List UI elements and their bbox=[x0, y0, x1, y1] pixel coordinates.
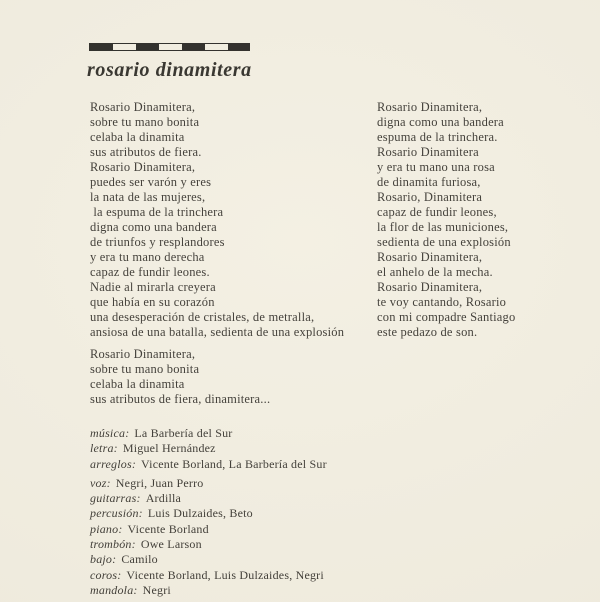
credit-role-label: bajo: bbox=[90, 552, 117, 567]
credit-line bbox=[90, 552, 327, 567]
credit-line bbox=[90, 568, 327, 583]
credit-value: Negri, Juan Perro bbox=[115, 475, 204, 490]
lyrics-left-column bbox=[90, 100, 380, 407]
credit-role-label: arreglos: bbox=[90, 456, 137, 471]
lyric-line: sobre tu mano bonita bbox=[90, 115, 200, 129]
credit-role-label: voz: bbox=[90, 475, 111, 490]
lyric-line: sus atributos de fiera, dinamitera... bbox=[90, 392, 271, 406]
lyrics-stanza bbox=[377, 100, 577, 340]
lyric-line: Rosario Dinamitera bbox=[377, 145, 479, 159]
credit-role-label: música: bbox=[90, 426, 130, 440]
lyric-line: sobre tu mano bonita bbox=[90, 362, 200, 376]
lyric-line: de dinamita furiosa, bbox=[377, 175, 481, 189]
lyric-line: una desesperación de cristales, de metralla, bbox=[90, 310, 315, 324]
credit-line bbox=[90, 583, 327, 598]
credit-role-label: coros: bbox=[90, 567, 122, 582]
credit-line bbox=[90, 522, 327, 537]
lyrics-stanza bbox=[90, 100, 380, 340]
credits-musicians bbox=[90, 476, 327, 598]
credit-role-label: letra: bbox=[90, 441, 118, 456]
credit-value: Camilo bbox=[121, 552, 158, 567]
lyric-line: celaba la dinamita bbox=[90, 130, 185, 144]
lyric-line: de triunfos y resplandores bbox=[90, 235, 225, 249]
credit-line bbox=[90, 457, 327, 472]
lyric-line: sedienta de una explosión bbox=[377, 235, 511, 249]
credit-line bbox=[90, 537, 327, 552]
credit-role-label: trombón: bbox=[90, 537, 136, 552]
lyric-line: espuma de la trinchera. bbox=[377, 130, 498, 144]
lyric-line: digna como una bandera bbox=[90, 220, 217, 234]
credits-production bbox=[90, 426, 327, 472]
lyric-line: sus atributos de fiera. bbox=[90, 145, 202, 159]
credit-value: Vicente Borland, La Barbería del Sur bbox=[141, 456, 327, 471]
credits-block bbox=[90, 426, 327, 598]
lyric-line: y era tu mano derecha bbox=[90, 250, 205, 264]
credit-value: Miguel Hernández bbox=[122, 441, 216, 456]
credit-line bbox=[90, 506, 327, 521]
credit-line bbox=[90, 441, 327, 456]
lyric-line: ansiosa de una batalla, sedienta de una explosión bbox=[90, 325, 345, 339]
lyrics-stanza bbox=[90, 347, 380, 407]
lyric-line: Nadie al mirarla creyera bbox=[90, 280, 216, 294]
lyric-line: Rosario Dinamitera, bbox=[377, 280, 483, 294]
lyric-line: te voy cantando, Rosario bbox=[377, 295, 507, 309]
credit-value: Vicente Borland bbox=[127, 521, 209, 536]
credit-role-label: percusión: bbox=[90, 506, 143, 521]
credit-line bbox=[90, 491, 327, 506]
lyric-line: y era tu mano una rosa bbox=[377, 160, 495, 174]
credit-role-label: guitarras: bbox=[90, 491, 141, 506]
lyrics-right-column bbox=[377, 100, 577, 340]
lyric-line: Rosario Dinamitera, bbox=[90, 160, 196, 174]
lyric-line: puedes ser varón y eres bbox=[90, 175, 212, 189]
lyric-line: digna como una bandera bbox=[377, 115, 504, 129]
lyric-line: celaba la dinamita bbox=[90, 377, 185, 391]
page-title: rosario dinamitera bbox=[87, 59, 252, 81]
credit-value: Vicente Borland, Luis Dulzaides, Negri bbox=[126, 567, 324, 582]
credit-value: Owe Larson bbox=[140, 537, 202, 552]
lyric-line: la espuma de la trinchera bbox=[90, 205, 224, 219]
lyric-line: Rosario Dinamitera, bbox=[377, 250, 483, 264]
dashed-rule-ornament bbox=[89, 43, 250, 51]
lyric-line: Rosario Dinamitera, bbox=[377, 100, 483, 114]
credit-role-label: mandola: bbox=[90, 582, 138, 597]
lyric-line: la flor de las municiones, bbox=[377, 220, 509, 234]
lyric-line: capaz de fundir leones. bbox=[90, 265, 210, 279]
lyric-line: con mi compadre Santiago bbox=[377, 310, 516, 324]
lyric-line: Rosario, Dinamitera bbox=[377, 190, 483, 204]
lyric-line: Rosario Dinamitera, bbox=[90, 347, 196, 361]
lyric-line: Rosario Dinamitera, bbox=[90, 100, 196, 114]
credit-line bbox=[90, 426, 327, 441]
lyric-line: la nata de las mujeres, bbox=[90, 190, 206, 204]
credit-value: Ardilla bbox=[145, 491, 182, 506]
lyric-line: que había en su corazón bbox=[90, 295, 215, 309]
credit-value: Negri bbox=[142, 582, 171, 597]
credit-role-label: piano: bbox=[90, 521, 123, 536]
lyric-line: capaz de fundir leones, bbox=[377, 205, 497, 219]
credit-value: Luis Dulzaides, Beto bbox=[147, 506, 253, 521]
lyric-line: este pedazo de son. bbox=[377, 325, 478, 339]
credit-value: La Barbería del Sur bbox=[134, 426, 233, 440]
credit-line bbox=[90, 476, 327, 491]
lyric-line: el anhelo de la mecha. bbox=[377, 265, 493, 279]
